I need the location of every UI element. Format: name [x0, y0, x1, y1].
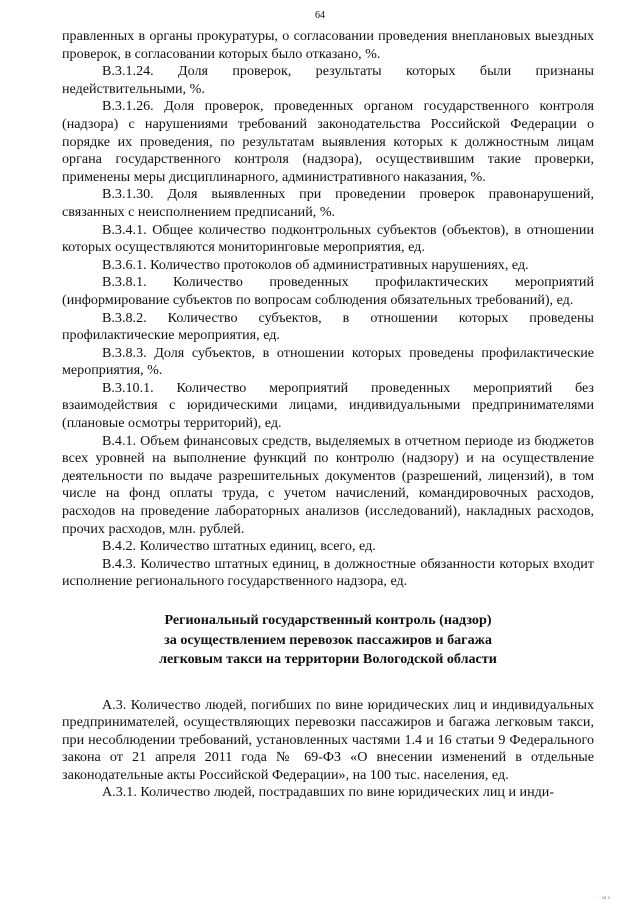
paragraph: В.3.10.1. Количество мероприятий проведенных мероприятий без взаимодействия с юридическими лицами, индивидуальными предпринимателями (плановые осмотры территорий), ед. — [62, 379, 594, 432]
paragraph: В.3.1.24. Доля проверок, результаты которых были признаны недействительными, %. — [62, 63, 594, 97]
paragraph: В.3.6.1. Количество протоколов об административных нарушениях, ед. — [102, 256, 529, 273]
paragraph: В.3.4.1. Общее количество подконтрольных субъектов (объектов), в отношении которых осуществляются мониторинговые мероприятия, ед. — [62, 221, 594, 256]
paragraph: правленных в органы прокуратуры, о согласовании проведения внеплановых выездных проверок, в согласовании которых было отказано, %. — [62, 28, 594, 62]
section-title-line: легковым такси на территории Вологодской области — [159, 651, 497, 667]
paragraph: В.4.3. Количество штатных единиц, в должностные обязанности которых входит исполнение регионального государственного надзора, ед. — [62, 555, 594, 590]
section-title-line: Региональный государственный контроль (надзор) — [164, 612, 492, 628]
paragraph: В.3.1.30. Доля выявленных при проведении проверок правонарушений, связанных с неисполнением предписаний, %. — [62, 186, 594, 220]
page-number: 64 — [315, 10, 325, 21]
paragraphs-before — [62, 28, 594, 591]
paragraph: А.3. Количество людей, погибших по вине юридических лиц и индивидуальных предпринимателей, осуществляющих перевозки пассажиров и багажа легковым такси, при несоблюдении требований, установленных частями 1.4 и 16 статьи 9 Федерального закона от 21 апреля 2011 года № 69-ФЗ «О внесении изменений в отдельные законодательные акты Российской Федерации», на 100 тыс. населения, ед. — [62, 696, 594, 783]
footer-mark: · шs — [595, 896, 612, 901]
paragraph: В.3.8.2. Количество субъектов, в отношении которых проведены профилактические мероприятия, ед. — [62, 309, 594, 344]
document-body — [62, 28, 594, 802]
paragraph: В.4.2. Количество штатных единиц, всего, ед. — [102, 538, 376, 555]
paragraph: А.3.1. Количество людей, пострадавших по вине юридических лиц и инди- — [102, 784, 555, 801]
paragraph: В.3.8.1. Количество проведенных профилактических мероприятий (информирование субъектов по вопросам соблюдения обязательных требований), ед. — [62, 274, 594, 308]
paragraphs-after — [62, 697, 594, 803]
paragraph: В.3.8.3. Доля субъектов, в отношении которых проведены профилактические мероприятия, %. — [62, 344, 594, 379]
paragraph: В.3.1.26. Доля проверок, проведенных органом государственного контроля (надзора) с нарушениями требований законодательства Российской Федерации о порядке их проведения, по результатам выявления которых к должностным лицам органа государственного контроля (надзора), осуществившим такие проверки, применены меры дисциплинарного, административного наказания, %. — [62, 98, 594, 185]
paragraph: В.4.1. Объем финансовых средств, выделяемых в отчетном периоде из бюджетов всех уровней на выполнение функций по контролю (надзору) и на осуществление деятельности по выдаче разрешительных документов (разрешений, лицензий), в том числе на фонд оплаты труда, с учетом начислений, командировочных расходов, расходов на проведение лабораторных анализов (исследований), накладных расходов, прочих расходов, млн. рублей. — [62, 432, 594, 537]
section-title — [62, 611, 594, 670]
section-title-line: за осуществлением перевозок пассажиров и багажа — [164, 631, 492, 648]
